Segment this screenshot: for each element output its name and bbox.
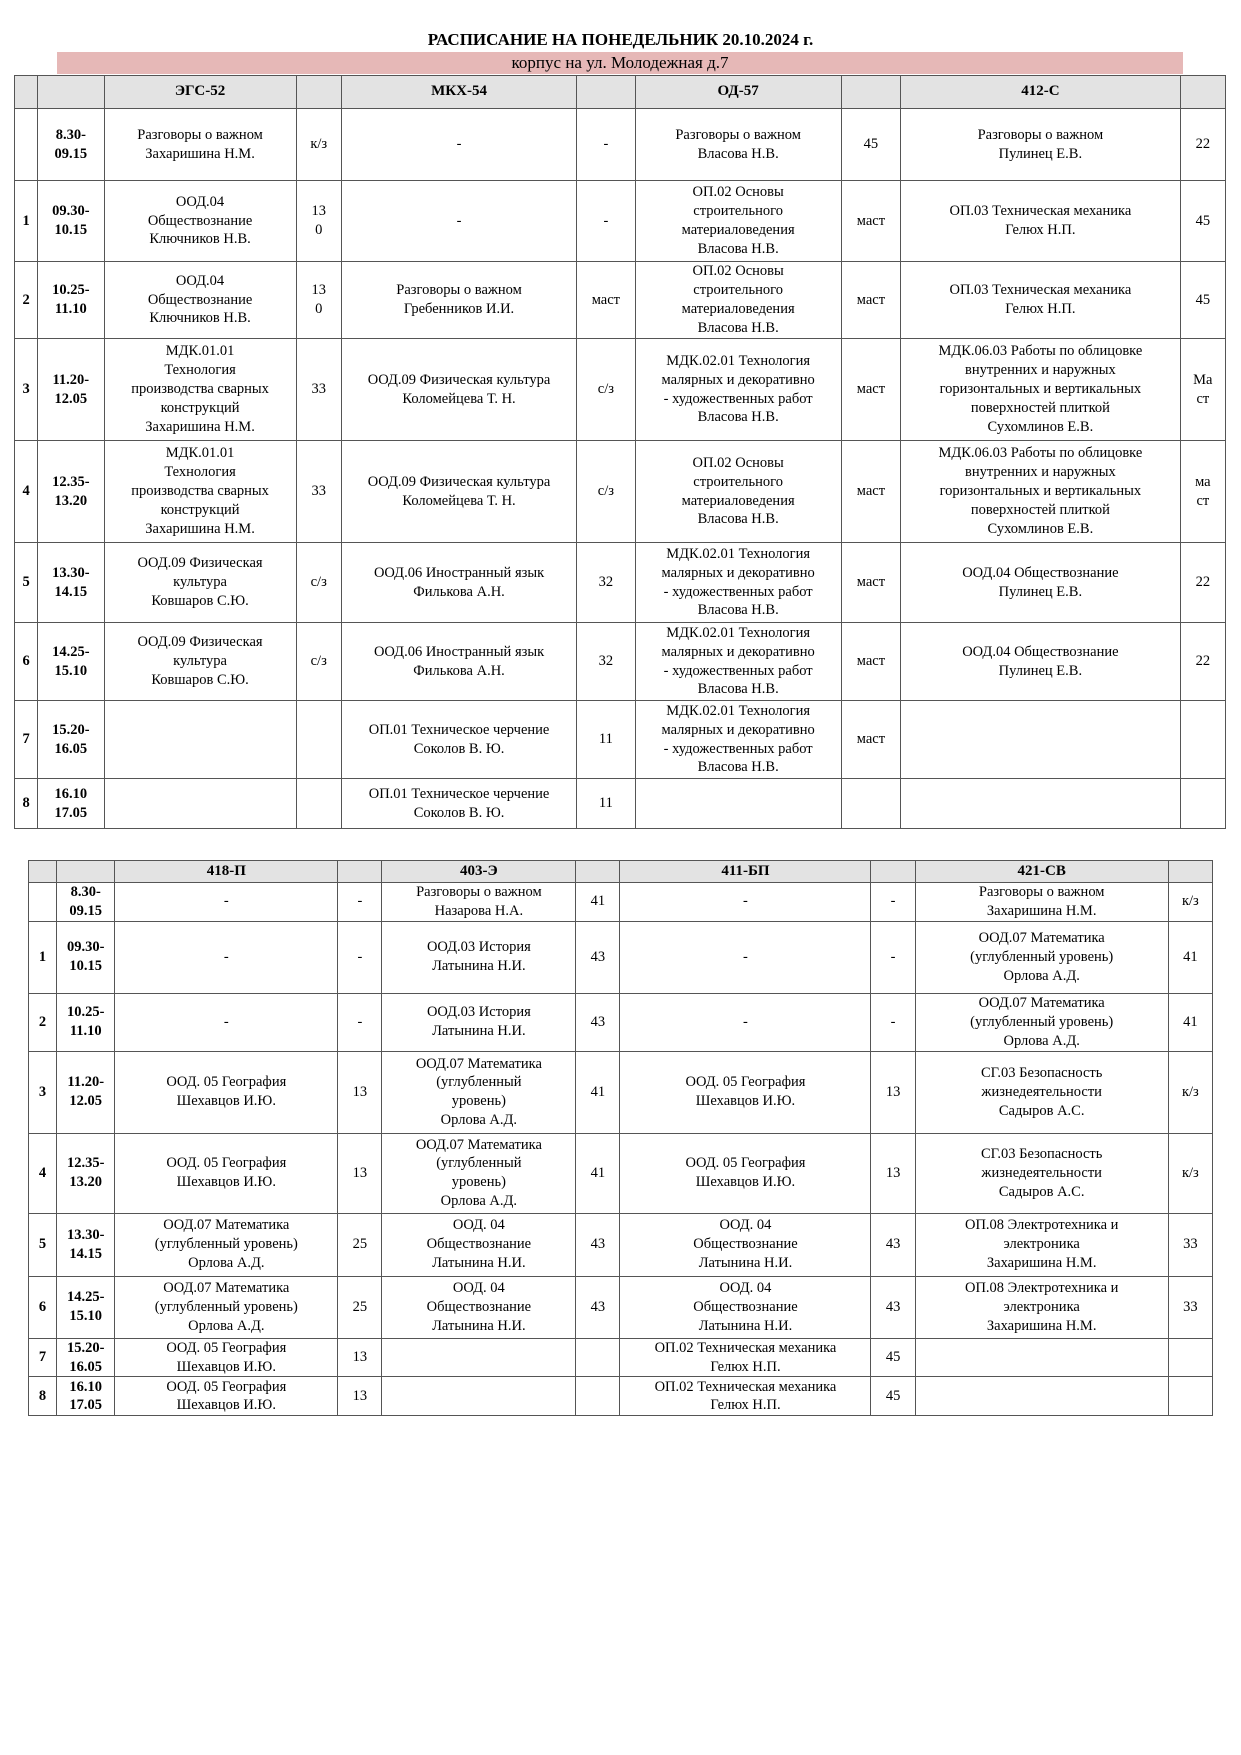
lesson-cell: ОП.02 Техническая механика Гелюх Н.П. bbox=[620, 1338, 871, 1377]
lesson-cell: ООД. 05 География Шехавцов И.Ю. bbox=[115, 1338, 338, 1377]
room-cell: с/з bbox=[577, 441, 635, 543]
building-subtitle: корпус на ул. Молодежная д.7 bbox=[57, 52, 1183, 74]
table-row bbox=[29, 921, 1213, 993]
room-cell: к/з bbox=[1168, 883, 1212, 922]
lesson-cell: - bbox=[115, 921, 338, 993]
group-header: ОД-57 bbox=[635, 76, 841, 109]
lesson-cell: ООД.03 История Латынина Н.И. bbox=[382, 921, 576, 993]
room-cell: с/з bbox=[577, 339, 635, 441]
lesson-cell: - bbox=[620, 993, 871, 1051]
lesson-cell: ООД.07 Математика (углубленный уровень) Орлова А.Д. bbox=[382, 1051, 576, 1133]
room-cell: 41 bbox=[1168, 921, 1212, 993]
room-cell: 11 bbox=[577, 779, 635, 829]
lesson-cell: ООД. 05 География Шехавцов И.Ю. bbox=[620, 1133, 871, 1213]
room-cell bbox=[576, 1377, 620, 1416]
lesson-number: 8 bbox=[15, 779, 38, 829]
lesson-cell: ОП.08 Электротехника и электроника Захаришина Н.М. bbox=[915, 1276, 1168, 1338]
lesson-time: 10.25- 11.10 bbox=[57, 993, 115, 1051]
lesson-cell: ООД. 05 География Шехавцов И.Ю. bbox=[115, 1133, 338, 1213]
lesson-cell: МДК.02.01 Технология малярных и декоративно - художественных работ Власова Н.В. bbox=[635, 543, 841, 623]
lesson-cell: ООД.04 Обществознание Пулинец Е.В. bbox=[901, 623, 1181, 701]
lesson-cell: МДК.01.01 Технология производства сварных конструкций Захаришина Н.М. bbox=[104, 339, 296, 441]
room-cell: к/з bbox=[296, 109, 341, 181]
table-row bbox=[15, 441, 1226, 543]
lesson-number: 1 bbox=[29, 921, 57, 993]
room-cell: 13 bbox=[338, 1133, 382, 1213]
room-cell bbox=[296, 701, 341, 779]
lesson-number: 2 bbox=[29, 993, 57, 1051]
table-row bbox=[29, 883, 1213, 922]
room-cell: 43 bbox=[576, 1213, 620, 1276]
schedule-table-2 bbox=[28, 860, 1213, 1416]
table-row bbox=[15, 181, 1226, 262]
lesson-cell bbox=[104, 701, 296, 779]
lesson-cell: Разговоры о важном Власова Н.В. bbox=[635, 109, 841, 181]
room-cell: - bbox=[338, 993, 382, 1051]
room-cell: маст bbox=[841, 181, 900, 262]
table-row bbox=[29, 993, 1213, 1051]
header-room bbox=[577, 76, 635, 109]
lesson-cell: ООД.03 История Латынина Н.И. bbox=[382, 993, 576, 1051]
lesson-number: 3 bbox=[15, 339, 38, 441]
lesson-cell: ОП.02 Техническая механика Гелюх Н.П. bbox=[620, 1377, 871, 1416]
room-cell bbox=[296, 779, 341, 829]
group-header: МКХ-54 bbox=[341, 76, 576, 109]
lesson-cell: ООД.09 Физическая культура Коломейцева Т. Н. bbox=[341, 441, 576, 543]
table-row bbox=[15, 109, 1226, 181]
table-header-row bbox=[29, 861, 1213, 883]
lesson-time: 14.25- 15.10 bbox=[38, 623, 104, 701]
lesson-cell: ООД.04 Обществознание Пулинец Е.В. bbox=[901, 543, 1181, 623]
lesson-number: 1 bbox=[15, 181, 38, 262]
room-cell: - bbox=[871, 921, 915, 993]
lesson-cell bbox=[635, 779, 841, 829]
lesson-cell: ОП.01 Техническое черчение Соколов В. Ю. bbox=[341, 701, 576, 779]
lesson-cell: МДК.06.03 Работы по облицовке внутренних и наружных горизонтальных и вертикальных поверхностей плиткой Сухомлинов Е.В. bbox=[901, 339, 1181, 441]
room-cell: 33 bbox=[1168, 1213, 1212, 1276]
table-row bbox=[29, 1213, 1213, 1276]
lesson-cell: ООД.09 Физическая культура Коломейцева Т. Н. bbox=[341, 339, 576, 441]
lesson-time: 12.35- 13.20 bbox=[57, 1133, 115, 1213]
room-cell: 22 bbox=[1180, 623, 1225, 701]
room-cell: маст bbox=[841, 339, 900, 441]
lesson-cell: - bbox=[341, 109, 576, 181]
lesson-time: 11.20- 12.05 bbox=[57, 1051, 115, 1133]
lesson-cell: ООД.09 Физическая культура Ковшаров С.Ю. bbox=[104, 543, 296, 623]
lesson-cell: - bbox=[341, 181, 576, 262]
header-room bbox=[841, 76, 900, 109]
room-cell: 13 bbox=[338, 1377, 382, 1416]
room-cell: 11 bbox=[577, 701, 635, 779]
room-cell: с/з bbox=[296, 623, 341, 701]
lesson-cell: ООД.07 Математика (углубленный уровень) Орлова А.Д. bbox=[115, 1213, 338, 1276]
lesson-time: 11.20- 12.05 bbox=[38, 339, 104, 441]
lesson-number: 5 bbox=[29, 1213, 57, 1276]
lesson-number: 6 bbox=[29, 1276, 57, 1338]
lesson-cell bbox=[915, 1338, 1168, 1377]
room-cell: 43 bbox=[871, 1276, 915, 1338]
room-cell: - bbox=[577, 109, 635, 181]
room-cell bbox=[1168, 1377, 1212, 1416]
lesson-cell bbox=[382, 1377, 576, 1416]
lesson-cell: Разговоры о важном Гребенников И.И. bbox=[341, 262, 576, 339]
lesson-cell: ООД.07 Математика (углубленный уровень) Орлова А.Д. bbox=[115, 1276, 338, 1338]
lesson-cell: ОП.02 Основы строительного материаловедения Власова Н.В. bbox=[635, 441, 841, 543]
room-cell: 13 bbox=[338, 1338, 382, 1377]
lesson-cell: - bbox=[115, 883, 338, 922]
lesson-cell: ООД. 04 Обществознание Латынина Н.И. bbox=[382, 1276, 576, 1338]
room-cell: 13 bbox=[338, 1051, 382, 1133]
room-cell: - bbox=[338, 883, 382, 922]
lesson-time: 09.30- 10.15 bbox=[38, 181, 104, 262]
schedule-table-1 bbox=[14, 75, 1226, 829]
room-cell: 33 bbox=[296, 441, 341, 543]
lesson-number: 6 bbox=[15, 623, 38, 701]
header-num bbox=[15, 76, 38, 109]
room-cell: к/з bbox=[1168, 1133, 1212, 1213]
room-cell: 33 bbox=[296, 339, 341, 441]
room-cell: 41 bbox=[576, 883, 620, 922]
lesson-number: 8 bbox=[29, 1377, 57, 1416]
lesson-time: 16.10 17.05 bbox=[57, 1377, 115, 1416]
lesson-cell: ООД.06 Иностранный язык Филькова А.Н. bbox=[341, 623, 576, 701]
room-cell: 43 bbox=[576, 921, 620, 993]
lesson-cell: ОП.02 Основы строительного материаловедения Власова Н.В. bbox=[635, 181, 841, 262]
lesson-cell: - bbox=[620, 883, 871, 922]
room-cell: - bbox=[871, 993, 915, 1051]
room-cell: 43 bbox=[576, 1276, 620, 1338]
room-cell: 32 bbox=[577, 543, 635, 623]
room-cell: 41 bbox=[1168, 993, 1212, 1051]
room-cell: 13 0 bbox=[296, 181, 341, 262]
lesson-cell: МДК.01.01 Технология производства сварных конструкций Захаришина Н.М. bbox=[104, 441, 296, 543]
group-header: ЭГС-52 bbox=[104, 76, 296, 109]
lesson-cell: ООД. 05 География Шехавцов И.Ю. bbox=[115, 1377, 338, 1416]
lesson-cell: Разговоры о важном Назарова Н.А. bbox=[382, 883, 576, 922]
header-num bbox=[29, 861, 57, 883]
header-room bbox=[871, 861, 915, 883]
lesson-cell: Разговоры о важном Пулинец Е.В. bbox=[901, 109, 1181, 181]
lesson-cell: ОП.03 Техническая механика Гелюх Н.П. bbox=[901, 262, 1181, 339]
lesson-cell bbox=[901, 701, 1181, 779]
lesson-cell bbox=[382, 1338, 576, 1377]
lesson-cell: ООД.04 Обществознание Ключников Н.В. bbox=[104, 181, 296, 262]
table-header-row bbox=[15, 76, 1226, 109]
lesson-cell: Разговоры о важном Захаришина Н.М. bbox=[104, 109, 296, 181]
lesson-time: 15.20- 16.05 bbox=[38, 701, 104, 779]
lesson-time: 8.30- 09.15 bbox=[57, 883, 115, 922]
lesson-cell: МДК.02.01 Технология малярных и декоративно - художественных работ Власова Н.В. bbox=[635, 339, 841, 441]
lesson-cell: - bbox=[115, 993, 338, 1051]
lesson-time: 16.10 17.05 bbox=[38, 779, 104, 829]
group-header: 412-С bbox=[901, 76, 1181, 109]
table-row bbox=[29, 1051, 1213, 1133]
table-row bbox=[15, 623, 1226, 701]
lesson-time: 13.30- 14.15 bbox=[38, 543, 104, 623]
lesson-number: 5 bbox=[15, 543, 38, 623]
room-cell: 13 bbox=[871, 1051, 915, 1133]
room-cell: ма ст bbox=[1180, 441, 1225, 543]
lesson-cell: ООД. 05 География Шехавцов И.Ю. bbox=[620, 1051, 871, 1133]
lesson-time: 12.35- 13.20 bbox=[38, 441, 104, 543]
room-cell bbox=[1180, 701, 1225, 779]
header-room bbox=[1180, 76, 1225, 109]
table-row bbox=[15, 339, 1226, 441]
page-title: РАСПИСАНИЕ НА ПОНЕДЕЛЬНИК 20.10.2024 г. bbox=[427, 30, 814, 49]
lesson-number: 3 bbox=[29, 1051, 57, 1133]
lesson-cell: ООД.09 Физическая культура Ковшаров С.Ю. bbox=[104, 623, 296, 701]
room-cell bbox=[1168, 1338, 1212, 1377]
room-cell: 22 bbox=[1180, 109, 1225, 181]
group-header: 421-СВ bbox=[915, 861, 1168, 883]
room-cell: 41 bbox=[576, 1133, 620, 1213]
room-cell: 45 bbox=[1180, 181, 1225, 262]
lesson-cell: МДК.06.03 Работы по облицовке внутренних и наружных горизонтальных и вертикальных поверхностей плиткой Сухомлинов Е.В. bbox=[901, 441, 1181, 543]
table-row bbox=[29, 1338, 1213, 1377]
table-row bbox=[29, 1276, 1213, 1338]
room-cell bbox=[1180, 779, 1225, 829]
lesson-time: 8.30- 09.15 bbox=[38, 109, 104, 181]
room-cell: 25 bbox=[338, 1276, 382, 1338]
room-cell bbox=[841, 779, 900, 829]
room-cell: 43 bbox=[576, 993, 620, 1051]
room-cell: с/з bbox=[296, 543, 341, 623]
room-cell: 45 bbox=[1180, 262, 1225, 339]
lesson-cell: ООД. 04 Обществознание Латынина Н.И. bbox=[382, 1213, 576, 1276]
header-time bbox=[38, 76, 104, 109]
table-row bbox=[15, 701, 1226, 779]
table-row bbox=[15, 779, 1226, 829]
table-row bbox=[29, 1133, 1213, 1213]
room-cell: - bbox=[338, 921, 382, 993]
room-cell: 43 bbox=[871, 1213, 915, 1276]
lesson-time: 14.25- 15.10 bbox=[57, 1276, 115, 1338]
room-cell: 32 bbox=[577, 623, 635, 701]
group-header: 418-П bbox=[115, 861, 338, 883]
lesson-cell: СГ.03 Безопасность жизнедеятельности Садыров А.С. bbox=[915, 1133, 1168, 1213]
lesson-number bbox=[29, 883, 57, 922]
room-cell: 33 bbox=[1168, 1276, 1212, 1338]
lesson-cell: ООД.07 Математика (углубленный уровень) Орлова А.Д. bbox=[915, 993, 1168, 1051]
lesson-cell: ООД. 04 Обществознание Латынина Н.И. bbox=[620, 1213, 871, 1276]
room-cell: Ма ст bbox=[1180, 339, 1225, 441]
lesson-cell: СГ.03 Безопасность жизнедеятельности Садыров А.С. bbox=[915, 1051, 1168, 1133]
lesson-cell: ОП.08 Электротехника и электроника Захаришина Н.М. bbox=[915, 1213, 1168, 1276]
header-room bbox=[338, 861, 382, 883]
lesson-cell: ООД.07 Математика (углубленный уровень) Орлова А.Д. bbox=[915, 921, 1168, 993]
lesson-time: 10.25- 11.10 bbox=[38, 262, 104, 339]
lesson-cell: ООД. 05 География Шехавцов И.Ю. bbox=[115, 1051, 338, 1133]
lesson-cell: ОП.01 Техническое черчение Соколов В. Ю. bbox=[341, 779, 576, 829]
header-room bbox=[576, 861, 620, 883]
lesson-time: 13.30- 14.15 bbox=[57, 1213, 115, 1276]
lesson-cell: МДК.02.01 Технология малярных и декоративно - художественных работ Власова Н.В. bbox=[635, 623, 841, 701]
group-header: 411-БП bbox=[620, 861, 871, 883]
lesson-number bbox=[15, 109, 38, 181]
lesson-number: 7 bbox=[15, 701, 38, 779]
lesson-cell: ООД.07 Математика (углубленный уровень) Орлова А.Д. bbox=[382, 1133, 576, 1213]
room-cell: 45 bbox=[871, 1338, 915, 1377]
room-cell: маст bbox=[841, 262, 900, 339]
header-room bbox=[1168, 861, 1212, 883]
lesson-number: 2 bbox=[15, 262, 38, 339]
room-cell: маст bbox=[841, 441, 900, 543]
lesson-number: 4 bbox=[29, 1133, 57, 1213]
room-cell: 45 bbox=[841, 109, 900, 181]
room-cell: маст bbox=[841, 543, 900, 623]
lesson-cell: ОП.03 Техническая механика Гелюх Н.П. bbox=[901, 181, 1181, 262]
room-cell: 25 bbox=[338, 1213, 382, 1276]
lesson-cell bbox=[901, 779, 1181, 829]
room-cell: - bbox=[577, 181, 635, 262]
lesson-number: 7 bbox=[29, 1338, 57, 1377]
lesson-cell: - bbox=[620, 921, 871, 993]
lesson-number: 4 bbox=[15, 441, 38, 543]
room-cell: к/з bbox=[1168, 1051, 1212, 1133]
lesson-time: 15.20- 16.05 bbox=[57, 1338, 115, 1377]
room-cell: 13 0 bbox=[296, 262, 341, 339]
room-cell: маст bbox=[577, 262, 635, 339]
lesson-cell bbox=[915, 1377, 1168, 1416]
lesson-time: 09.30- 10.15 bbox=[57, 921, 115, 993]
table-row bbox=[15, 543, 1226, 623]
lesson-cell: ООД. 04 Обществознание Латынина Н.И. bbox=[620, 1276, 871, 1338]
lesson-cell: Разговоры о важном Захаришина Н.М. bbox=[915, 883, 1168, 922]
header-room bbox=[296, 76, 341, 109]
room-cell: 22 bbox=[1180, 543, 1225, 623]
room-cell bbox=[576, 1338, 620, 1377]
lesson-cell: ООД.04 Обществознание Ключников Н.В. bbox=[104, 262, 296, 339]
room-cell: 45 bbox=[871, 1377, 915, 1416]
lesson-cell: МДК.02.01 Технология малярных и декоративно - художественных работ Власова Н.В. bbox=[635, 701, 841, 779]
room-cell: 41 bbox=[576, 1051, 620, 1133]
lesson-cell: ОП.02 Основы строительного материаловедения Власова Н.В. bbox=[635, 262, 841, 339]
room-cell: маст bbox=[841, 701, 900, 779]
lesson-cell: ООД.06 Иностранный язык Филькова А.Н. bbox=[341, 543, 576, 623]
lesson-cell bbox=[104, 779, 296, 829]
table-row bbox=[15, 262, 1226, 339]
group-header: 403-Э bbox=[382, 861, 576, 883]
room-cell: - bbox=[871, 883, 915, 922]
header-time bbox=[57, 861, 115, 883]
room-cell: 13 bbox=[871, 1133, 915, 1213]
room-cell: маст bbox=[841, 623, 900, 701]
table-row bbox=[29, 1377, 1213, 1416]
